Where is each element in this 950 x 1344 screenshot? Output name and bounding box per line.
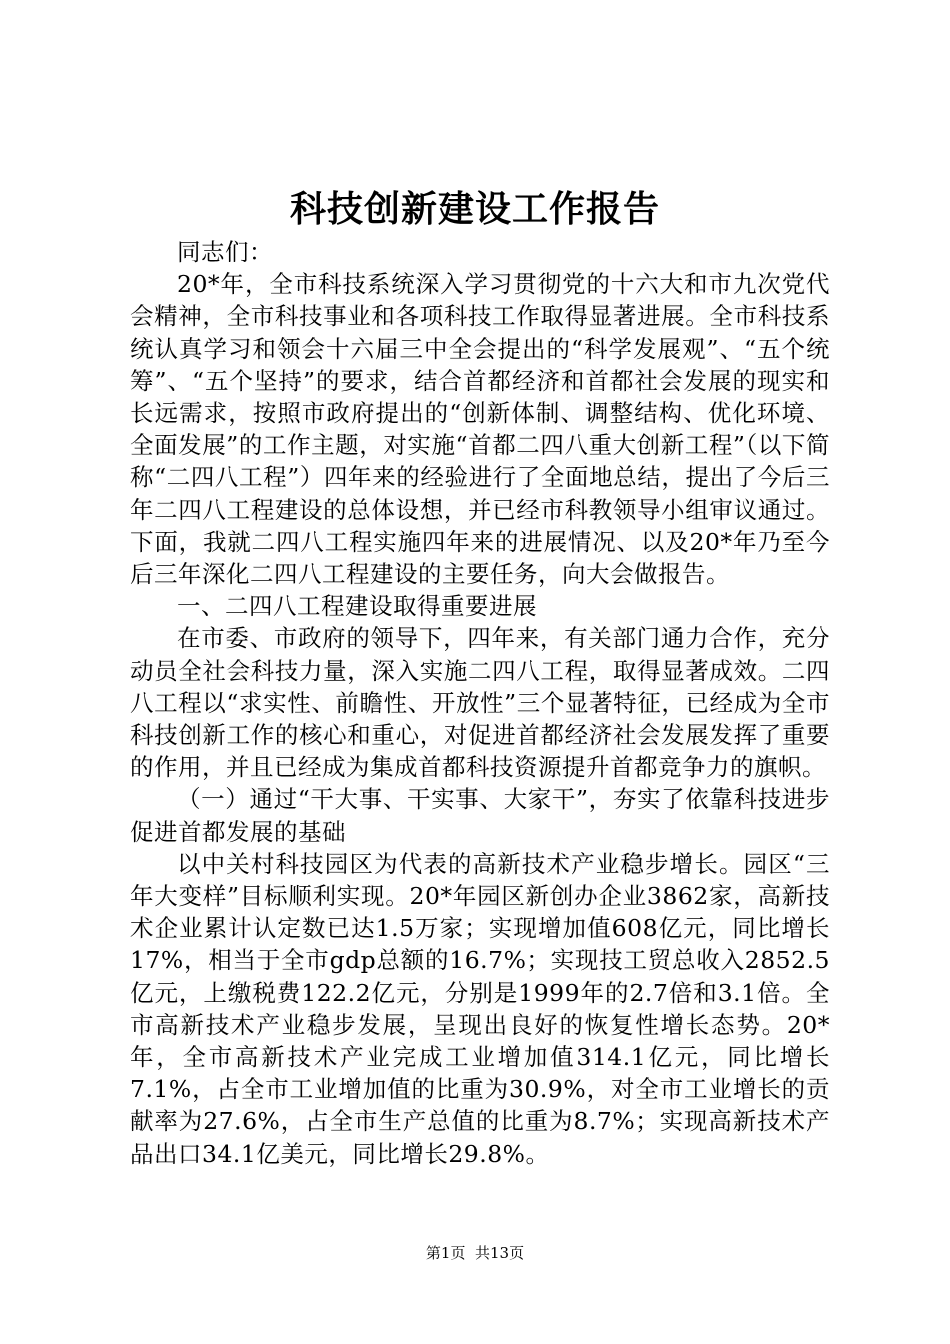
paragraph-high-tech: 以中关村科技园区为代表的高新技术产业稳步增长。园区“三年大变样”目标顺利实现。20*年园区新创办企业3862家，高新技术企业累计认定数已达1.5万家；实现增加值608亿元，同比增长17%，相当于全市gdp总额的16.7%；实现技工贸总收入2852.5亿元，上缴税费122.2亿元，分别是1999年的2.7倍和3.1倍。全市高新技术产业稳步发展，呈现出良好的恢复性增长态势。20*年，全市高新技术产业完成工业增加值314.1亿元，同比增长7.1%，占全市工业增加值的比重为30.9%，对全市工业增长的贡献率为27.6%，占全市生产总值的比重为8.7%；实现高新技术产品出口34.1亿美元，同比增长29.8%。 <box>130 849 830 1168</box>
salutation: 同志们： <box>177 238 273 266</box>
section-heading-1: 一、二四八工程建设取得重要进展 <box>177 592 537 621</box>
page-number: 第1页 <box>425 1244 466 1262</box>
subsection-heading-1: （一）通过“干大事、干实事、大家干”，夯实了依靠科技进步促进首都发展的基础 <box>130 785 830 846</box>
page-total: 共13页 <box>475 1244 525 1262</box>
paragraph-progress: 在市委、市政府的领导下，四年来，有关部门通力合作，充分动员全社会科技力量，深入实施二四八工程，取得显著成效。二四八工程以“求实性、前瞻性、开放性”三个显著特征，已经成为全市科技创新工作的核心和重心，对促进首都经济社会发展发挥了重要的作用，并且已经成为集成首都科技资源提升首都竞争力的旗帜。 <box>130 624 830 782</box>
page-footer <box>0 1243 950 1263</box>
document-title: 科技创新建设工作报告 <box>289 188 660 230</box>
paragraph-intro: 20*年，全市科技系统深入学习贯彻党的十六大和市九次党代会精神，全市科技事业和各项科技工作取得显著进展。全市科技系统认真学习和领会十六届三中全会提出的“科学发展观”、“五个统筹”、“五个坚持”的要求，结合首都经济和首都社会发展的现实和长远需求，按照市政府提出的“创新体制、调整结构、优化环境、全面发展”的工作主题，对实施“首都二四八重大创新工程”（以下简称“二四八工程”）四年来的经验进行了全面地总结，提出了今后三年二四八工程建设的总体设想，并已经市科教领导小组审议通过。下面，我就二四八工程实施四年来的进展情况、以及20*年乃至今后三年深化二四八工程建设的主要任务，向大会做报告。 <box>130 270 830 589</box>
document-body <box>130 236 830 1170</box>
